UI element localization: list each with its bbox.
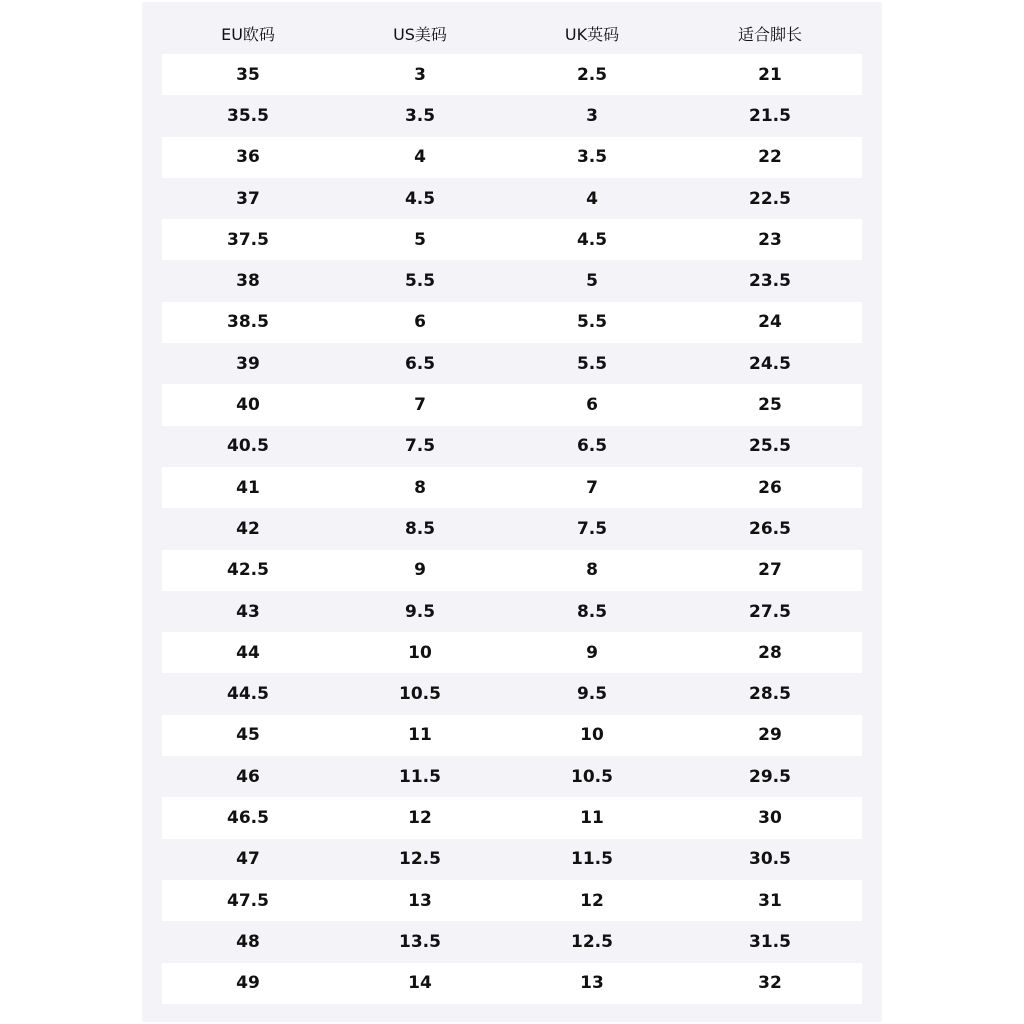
table-row [162, 921, 862, 962]
cell-us-size: 14 [408, 973, 432, 994]
cell-foot-length: 25 [758, 395, 782, 416]
cell-uk-size: 12.5 [571, 931, 613, 952]
cell-eu-size: 45 [236, 725, 260, 746]
cell-foot-length: 24 [758, 312, 782, 333]
cell-foot-length: 29.5 [749, 766, 791, 787]
table-row [162, 426, 862, 467]
table-header-row [162, 12, 862, 54]
cell-us-size: 4 [414, 147, 426, 168]
cell-uk-size: 11.5 [571, 849, 613, 870]
cell-us-size: 13 [408, 890, 432, 911]
cell-foot-length: 22 [758, 147, 782, 168]
cell-eu-size: 42.5 [227, 560, 269, 581]
table-row [162, 673, 862, 714]
table-row [162, 963, 862, 1004]
cell-us-size: 8 [414, 477, 426, 498]
cell-eu-size: 47.5 [227, 890, 269, 911]
cell-foot-length: 29 [758, 725, 782, 746]
cell-foot-length: 31 [758, 890, 782, 911]
table-row [162, 467, 862, 508]
table-row [162, 302, 862, 343]
cell-uk-size: 6.5 [576, 436, 608, 457]
cell-foot-length: 27 [758, 560, 782, 581]
cell-foot-length: 30.5 [749, 849, 791, 870]
cell-us-size: 7.5 [404, 436, 436, 457]
cell-eu-size: 44 [236, 642, 260, 663]
cell-us-size: 9.5 [404, 601, 436, 622]
table-row [162, 137, 862, 178]
cell-us-size: 3 [414, 64, 426, 85]
header-eu-size: EU欧码 [221, 24, 275, 44]
cell-us-size: 12.5 [399, 849, 441, 870]
cell-foot-length: 32 [758, 973, 782, 994]
cell-uk-size: 7 [586, 477, 598, 498]
cell-eu-size: 36 [236, 147, 260, 168]
cell-us-size: 13.5 [399, 931, 441, 952]
size-chart-table [162, 12, 862, 1004]
table-row [162, 797, 862, 838]
cell-eu-size: 37 [236, 188, 260, 209]
cell-us-size: 9 [414, 560, 426, 581]
cell-us-size: 8.5 [404, 518, 436, 539]
cell-eu-size: 41 [236, 477, 260, 498]
cell-uk-size: 5.5 [576, 312, 608, 333]
cell-eu-size: 44.5 [227, 684, 269, 705]
cell-us-size: 6 [414, 312, 426, 333]
cell-foot-length: 31.5 [749, 931, 791, 952]
cell-eu-size: 39 [236, 353, 260, 374]
cell-uk-size: 11 [580, 807, 604, 828]
cell-eu-size: 46.5 [227, 807, 269, 828]
cell-us-size: 5.5 [404, 271, 436, 292]
cell-uk-size: 2.5 [576, 64, 608, 85]
cell-uk-size: 8 [586, 560, 598, 581]
cell-uk-size: 12 [580, 890, 604, 911]
cell-uk-size: 7.5 [576, 518, 608, 539]
table-row [162, 550, 862, 591]
cell-uk-size: 3.5 [576, 147, 608, 168]
cell-foot-length: 23 [758, 229, 782, 250]
cell-uk-size: 8.5 [576, 601, 608, 622]
size-chart-panel [142, 2, 882, 1022]
table-row [162, 591, 862, 632]
cell-us-size: 7 [414, 395, 426, 416]
cell-eu-size: 42 [236, 518, 260, 539]
table-body [162, 54, 862, 1004]
table-row [162, 632, 862, 673]
cell-foot-length: 21 [758, 64, 782, 85]
cell-uk-size: 5 [586, 271, 598, 292]
cell-eu-size: 35.5 [227, 105, 269, 126]
cell-eu-size: 48 [236, 931, 260, 952]
cell-eu-size: 40.5 [227, 436, 269, 457]
cell-foot-length: 26.5 [749, 518, 791, 539]
cell-eu-size: 46 [236, 766, 260, 787]
cell-us-size: 10 [408, 642, 432, 663]
table-row [162, 880, 862, 921]
cell-eu-size: 35 [236, 64, 260, 85]
cell-eu-size: 38.5 [227, 312, 269, 333]
table-row [162, 384, 862, 425]
cell-uk-size: 10 [580, 725, 604, 746]
table-row [162, 343, 862, 384]
header-foot-length: 适合脚长 [737, 24, 802, 44]
cell-eu-size: 47 [236, 849, 260, 870]
cell-foot-length: 30 [758, 807, 782, 828]
header-uk-size: UK英码 [564, 24, 620, 44]
cell-foot-length: 23.5 [749, 271, 791, 292]
table-row [162, 178, 862, 219]
cell-foot-length: 28 [758, 642, 782, 663]
cell-uk-size: 4.5 [576, 229, 608, 250]
header-us-size: US美码 [393, 24, 447, 44]
cell-uk-size: 10.5 [571, 766, 613, 787]
cell-us-size: 12 [408, 807, 432, 828]
cell-us-size: 10.5 [399, 684, 441, 705]
cell-eu-size: 37.5 [227, 229, 269, 250]
cell-eu-size: 43 [236, 601, 260, 622]
table-row [162, 219, 862, 260]
cell-foot-length: 25.5 [749, 436, 791, 457]
cell-uk-size: 9 [586, 642, 598, 663]
cell-us-size: 11.5 [399, 766, 441, 787]
cell-us-size: 11 [408, 725, 432, 746]
cell-foot-length: 26 [758, 477, 782, 498]
cell-foot-length: 24.5 [749, 353, 791, 374]
cell-uk-size: 4 [586, 188, 598, 209]
table-row [162, 54, 862, 95]
table-row [162, 715, 862, 756]
table-row [162, 508, 862, 549]
cell-eu-size: 40 [236, 395, 260, 416]
cell-uk-size: 3 [586, 105, 598, 126]
cell-us-size: 3.5 [404, 105, 436, 126]
cell-foot-length: 21.5 [749, 105, 791, 126]
cell-foot-length: 28.5 [749, 684, 791, 705]
table-row [162, 95, 862, 136]
cell-uk-size: 6 [586, 395, 598, 416]
table-row [162, 839, 862, 880]
cell-us-size: 4.5 [404, 188, 436, 209]
table-row [162, 260, 862, 301]
cell-uk-size: 13 [580, 973, 604, 994]
cell-uk-size: 9.5 [576, 684, 608, 705]
cell-us-size: 6.5 [404, 353, 436, 374]
cell-us-size: 5 [414, 229, 426, 250]
cell-eu-size: 49 [236, 973, 260, 994]
cell-eu-size: 38 [236, 271, 260, 292]
cell-foot-length: 22.5 [749, 188, 791, 209]
cell-foot-length: 27.5 [749, 601, 791, 622]
cell-uk-size: 5.5 [576, 353, 608, 374]
table-row [162, 756, 862, 797]
